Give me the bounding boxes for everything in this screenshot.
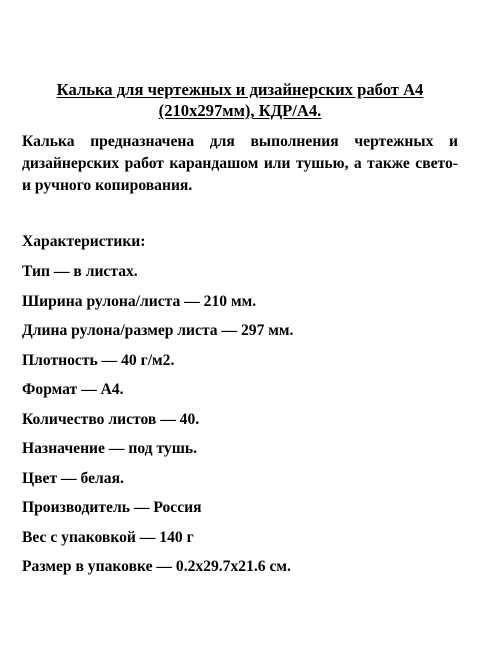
spec-item-format: Формат — А4. xyxy=(22,381,124,398)
specs-list xyxy=(22,262,293,587)
spec-item-length: Длина рулона/размер листа — 297 мм. xyxy=(22,322,294,339)
spec-item-type: Тип — в листах. xyxy=(22,263,138,280)
spec-item-purpose: Назначение — под тушь. xyxy=(22,440,198,457)
spec-item-width: Ширина рулона/листа — 210 мм. xyxy=(22,292,257,310)
spec-item-density: Плотность — 40 г/м2. xyxy=(22,351,175,369)
spec-item-color: Цвет — белая. xyxy=(22,469,124,487)
spec-item-sheet-count: Количество листов — 40. xyxy=(22,410,200,428)
intro-paragraph: Калька предназначена для выполнения чертежных и дизайнерских работ карандашом или тушью, а также свето- и ручного копирования. xyxy=(22,133,458,194)
spec-item-weight: Вес с упаковкой — 140 г xyxy=(22,528,194,546)
title-line-2: (210x297мм), КДР/А4. xyxy=(158,101,322,120)
spec-item-manufacturer: Производитель — Россия xyxy=(22,499,202,516)
spec-item-package-size: Размер в упаковке — 0.2x29.7x21.6 см. xyxy=(22,558,291,575)
title-line-1: Калька для чертежных и дизайнерских работ А4 xyxy=(56,80,424,99)
document-title xyxy=(22,79,458,121)
specs-heading: Характеристики: xyxy=(22,233,146,250)
